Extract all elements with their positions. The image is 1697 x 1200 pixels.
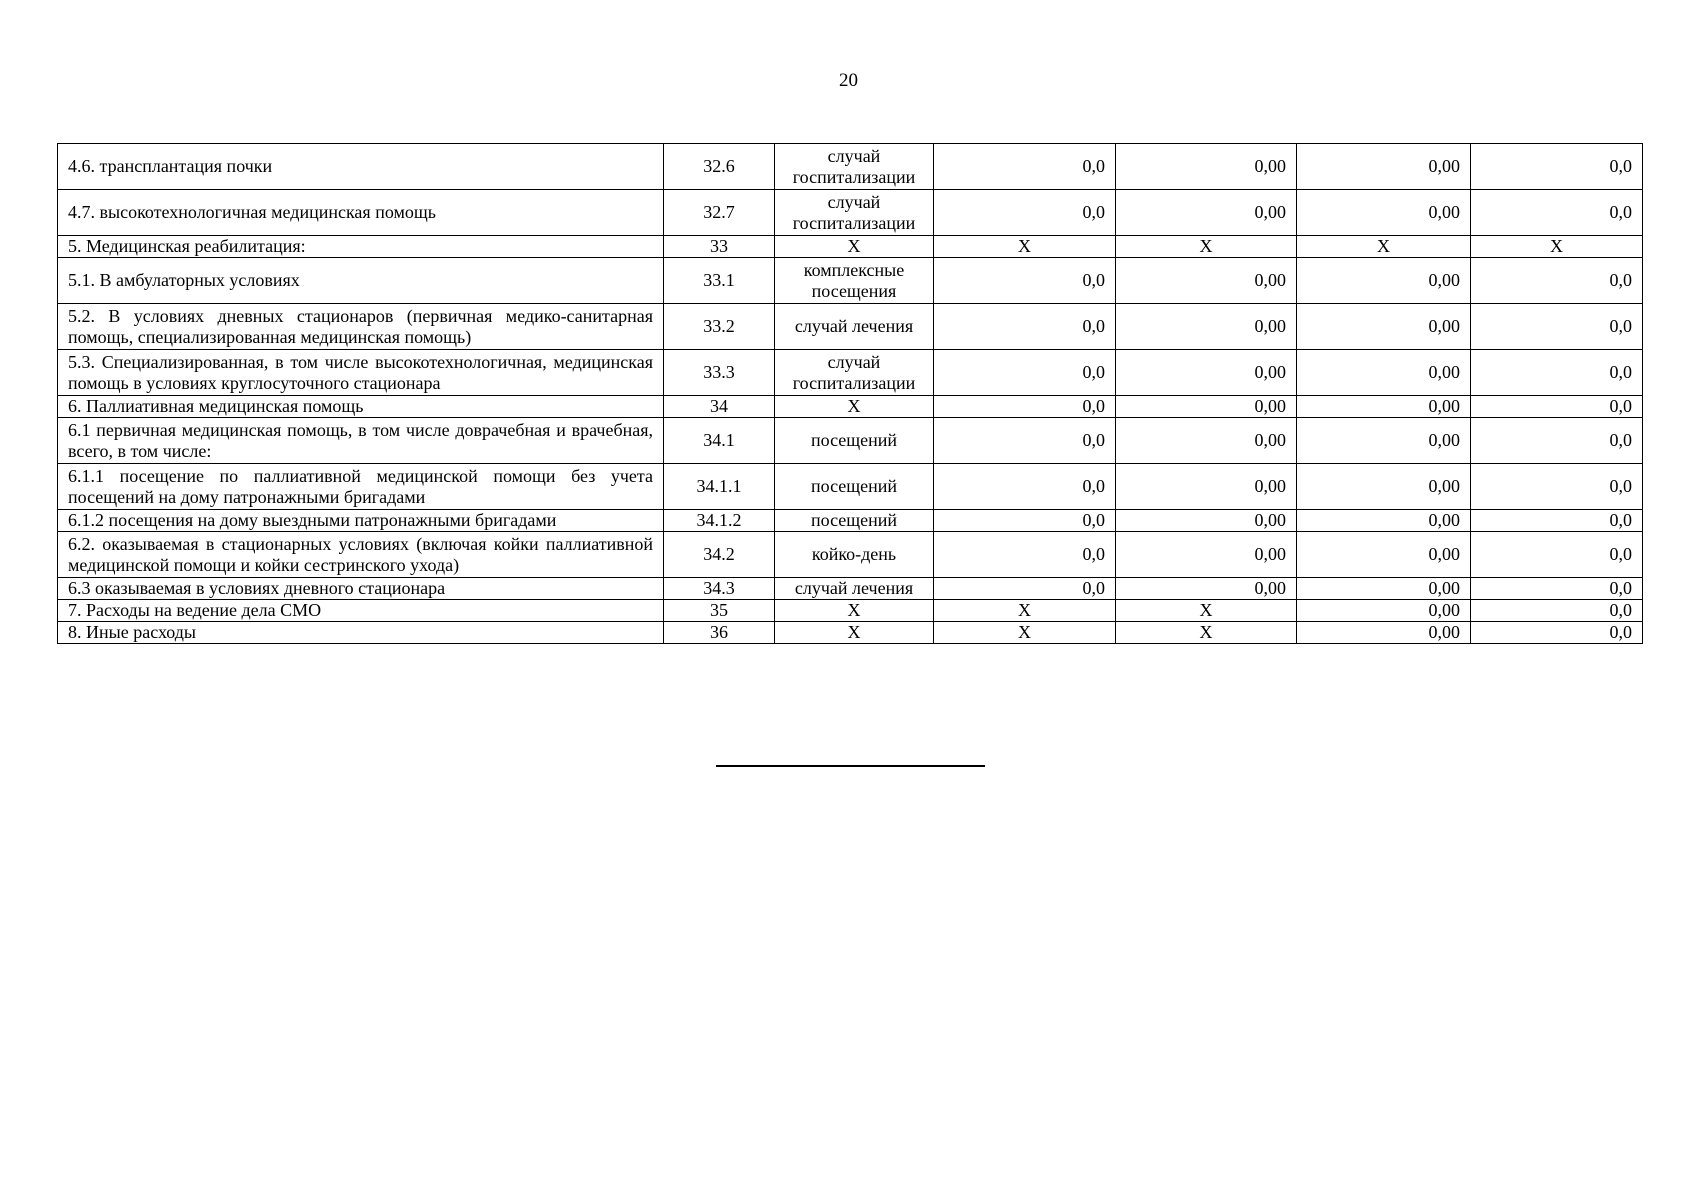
row-unit-cell: случай лечения — [775, 304, 934, 350]
row-value-1-cell: 0,0 — [934, 350, 1116, 396]
row-unit-cell: посещений — [775, 418, 934, 464]
row-value-2-cell: 0,00 — [1116, 144, 1297, 190]
row-name-cell: 6.2. оказываемая в стационарных условиях (включая койки паллиативной медицинской помощи и койки сестринского ухода) — [58, 532, 664, 578]
row-value-3-cell: 0,00 — [1297, 600, 1471, 622]
row-value-1-cell: 0,0 — [934, 532, 1116, 578]
row-code-cell: 33.2 — [664, 304, 775, 350]
row-value-3-cell: 0,00 — [1297, 396, 1471, 418]
row-unit-cell: посещений — [775, 464, 934, 510]
row-unit-cell: X — [775, 396, 934, 418]
row-value-4-cell: 0,0 — [1471, 396, 1643, 418]
row-name-cell: 5.1. В амбулаторных условиях — [58, 258, 664, 304]
row-unit-cell: X — [775, 236, 934, 258]
row-value-4-cell: 0,0 — [1471, 600, 1643, 622]
row-value-1-cell: 0,0 — [934, 190, 1116, 236]
row-value-1-cell: 0,0 — [934, 418, 1116, 464]
table-row — [58, 510, 1643, 532]
row-value-4-cell: 0,0 — [1471, 258, 1643, 304]
table-row — [58, 532, 1643, 578]
row-value-4-cell: 0,0 — [1471, 190, 1643, 236]
row-value-2-cell: X — [1116, 600, 1297, 622]
row-value-4-cell: 0,0 — [1471, 144, 1643, 190]
table-row — [58, 622, 1643, 644]
row-value-1-cell: X — [934, 622, 1116, 644]
table-body — [58, 144, 1643, 644]
row-value-1-cell: 0,0 — [934, 510, 1116, 532]
data-table — [57, 143, 1643, 644]
row-code-cell: 33 — [664, 236, 775, 258]
row-value-3-cell: 0,00 — [1297, 578, 1471, 600]
row-value-1-cell: 0,0 — [934, 464, 1116, 510]
page-number: 20 — [839, 70, 858, 91]
row-value-4-cell: 0,0 — [1471, 622, 1643, 644]
row-value-3-cell: 0,00 — [1297, 190, 1471, 236]
row-name-cell: 6.1.2 посещения на дому выездными патронажными бригадами — [58, 510, 664, 532]
row-name-cell: 6.1.1 посещение по паллиативной медицинской помощи без учета посещений на дому патронажными бригадами — [58, 464, 664, 510]
row-name-cell: 4.6. трансплантация почки — [58, 144, 664, 190]
table-row — [58, 464, 1643, 510]
row-code-cell: 32.6 — [664, 144, 775, 190]
end-of-document-line — [716, 765, 985, 767]
row-value-2-cell: 0,00 — [1116, 578, 1297, 600]
table-row — [58, 144, 1643, 190]
row-name-cell: 8. Иные расходы — [58, 622, 664, 644]
row-value-2-cell: X — [1116, 236, 1297, 258]
row-value-1-cell: X — [934, 236, 1116, 258]
row-value-2-cell: 0,00 — [1116, 532, 1297, 578]
row-value-3-cell: 0,00 — [1297, 258, 1471, 304]
row-value-4-cell: X — [1471, 236, 1643, 258]
row-unit-cell: посещений — [775, 510, 934, 532]
row-value-3-cell: X — [1297, 236, 1471, 258]
table-row — [58, 418, 1643, 464]
row-value-4-cell: 0,0 — [1471, 418, 1643, 464]
row-value-4-cell: 0,0 — [1471, 510, 1643, 532]
row-name-cell: 6.3 оказываемая в условиях дневного стационара — [58, 578, 664, 600]
row-value-1-cell: 0,0 — [934, 144, 1116, 190]
row-value-3-cell: 0,00 — [1297, 144, 1471, 190]
row-value-4-cell: 0,0 — [1471, 350, 1643, 396]
row-value-1-cell: 0,0 — [934, 578, 1116, 600]
row-value-1-cell: 0,0 — [934, 396, 1116, 418]
row-value-3-cell: 0,00 — [1297, 350, 1471, 396]
row-code-cell: 32.7 — [664, 190, 775, 236]
table-row — [58, 304, 1643, 350]
row-value-2-cell: 0,00 — [1116, 396, 1297, 418]
table-row — [58, 236, 1643, 258]
row-value-3-cell: 0,00 — [1297, 418, 1471, 464]
row-value-2-cell: X — [1116, 622, 1297, 644]
row-code-cell: 34.3 — [664, 578, 775, 600]
row-code-cell: 35 — [664, 600, 775, 622]
row-value-2-cell: 0,00 — [1116, 418, 1297, 464]
row-value-3-cell: 0,00 — [1297, 532, 1471, 578]
table-row — [58, 578, 1643, 600]
table-row — [58, 600, 1643, 622]
row-value-1-cell: 0,0 — [934, 258, 1116, 304]
row-value-3-cell: 0,00 — [1297, 464, 1471, 510]
row-code-cell: 34.1.2 — [664, 510, 775, 532]
row-unit-cell: койко-день — [775, 532, 934, 578]
row-value-4-cell: 0,0 — [1471, 304, 1643, 350]
row-name-cell: 4.7. высокотехнологичная медицинская помощь — [58, 190, 664, 236]
row-value-2-cell: 0,00 — [1116, 350, 1297, 396]
row-value-1-cell: X — [934, 600, 1116, 622]
table-row — [58, 190, 1643, 236]
row-name-cell: 5.3. Специализированная, в том числе высокотехнологичная, медицинская помощь в условиях круглосуточного стационара — [58, 350, 664, 396]
row-unit-cell: случай госпитализации — [775, 144, 934, 190]
row-code-cell: 34.2 — [664, 532, 775, 578]
row-value-2-cell: 0,00 — [1116, 258, 1297, 304]
row-value-2-cell: 0,00 — [1116, 190, 1297, 236]
row-code-cell: 33.3 — [664, 350, 775, 396]
row-value-4-cell: 0,0 — [1471, 578, 1643, 600]
row-value-2-cell: 0,00 — [1116, 510, 1297, 532]
row-code-cell: 34 — [664, 396, 775, 418]
row-unit-cell: X — [775, 622, 934, 644]
row-value-1-cell: 0,0 — [934, 304, 1116, 350]
table-row — [58, 258, 1643, 304]
row-value-2-cell: 0,00 — [1116, 304, 1297, 350]
row-name-cell: 7. Расходы на ведение дела СМО — [58, 600, 664, 622]
row-unit-cell: случай госпитализации — [775, 190, 934, 236]
row-name-cell: 5. Медицинская реабилитация: — [58, 236, 664, 258]
row-unit-cell: X — [775, 600, 934, 622]
row-name-cell: 6. Паллиативная медицинская помощь — [58, 396, 664, 418]
row-value-4-cell: 0,0 — [1471, 532, 1643, 578]
row-unit-cell: комплексные посещения — [775, 258, 934, 304]
row-value-2-cell: 0,00 — [1116, 464, 1297, 510]
row-name-cell: 5.2. В условиях дневных стационаров (первичная медико-санитарная помощь, специализированная медицинская помощь) — [58, 304, 664, 350]
row-value-3-cell: 0,00 — [1297, 304, 1471, 350]
row-code-cell: 34.1.1 — [664, 464, 775, 510]
row-value-3-cell: 0,00 — [1297, 622, 1471, 644]
row-code-cell: 33.1 — [664, 258, 775, 304]
row-value-3-cell: 0,00 — [1297, 510, 1471, 532]
row-name-cell: 6.1 первичная медицинская помощь, в том числе доврачебная и врачебная, всего, в том числе: — [58, 418, 664, 464]
row-code-cell: 34.1 — [664, 418, 775, 464]
table-row — [58, 396, 1643, 418]
row-unit-cell: случай лечения — [775, 578, 934, 600]
table-row — [58, 350, 1643, 396]
row-unit-cell: случай госпитализации — [775, 350, 934, 396]
row-value-4-cell: 0,0 — [1471, 464, 1643, 510]
row-code-cell: 36 — [664, 622, 775, 644]
